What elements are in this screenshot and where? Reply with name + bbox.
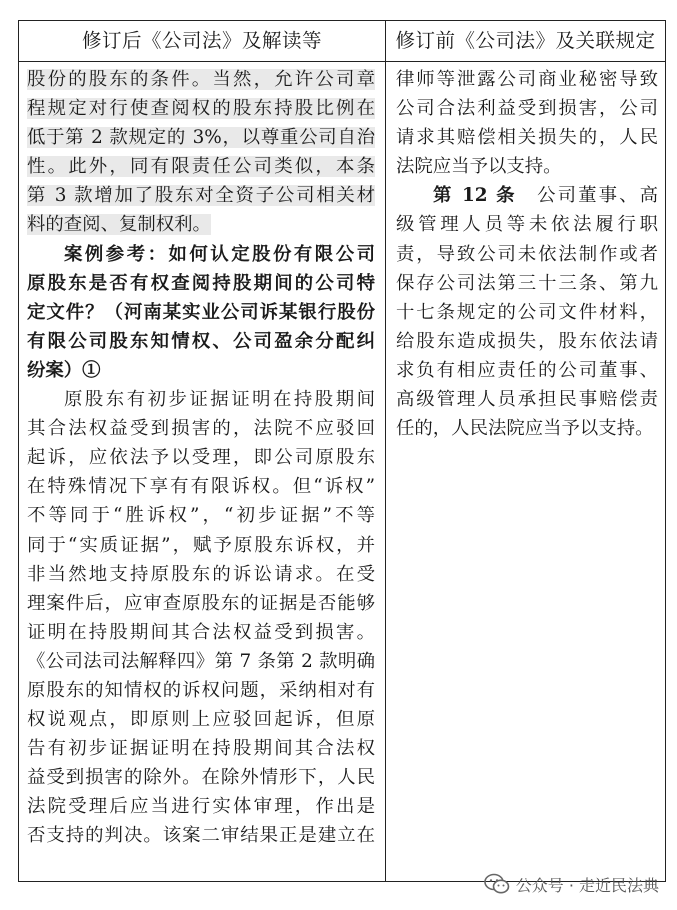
left-line — [27, 734, 375, 763]
highlighted-text: 料的查阅、复制权利。 — [27, 214, 211, 236]
text-run: 责，导致公司未依法制作或者 — [396, 243, 658, 265]
text-run: 任的，人民法院应当予以支持。 — [396, 418, 654, 440]
right-line — [396, 385, 658, 414]
left-line — [27, 472, 375, 501]
left-column-text — [27, 65, 375, 851]
left-line — [27, 123, 375, 152]
right-line — [396, 298, 658, 327]
text-run: 法院受理后应当进行实体审理，作出是 — [27, 796, 375, 818]
right-line — [396, 414, 658, 443]
text-run: 十七条规定的公司文件材料， — [396, 301, 658, 323]
text-run: 定文件？（河南某实业公司诉某银行股份 — [27, 301, 375, 323]
left-line — [27, 560, 375, 589]
left-line — [27, 356, 375, 385]
right-line — [396, 269, 658, 298]
text-run: 级管理人员等未依法履行职 — [396, 214, 658, 236]
left-line — [27, 501, 375, 530]
text-run: 给股东造成损失，股东依法请 — [396, 330, 658, 352]
left-line — [27, 181, 375, 210]
left-line — [27, 152, 375, 181]
text-run: 保存公司法第三十三条、第九 — [396, 272, 658, 294]
left-line — [27, 443, 375, 472]
right-column-text — [396, 65, 658, 443]
text-run: 请求其赔偿相关损失的，人民 — [396, 127, 658, 149]
left-line — [27, 269, 375, 298]
left-line — [27, 298, 375, 327]
right-line — [396, 210, 658, 239]
left-line — [27, 531, 375, 560]
highlighted-text: 低于第 2 款规定的 3%，以尊重公司自治 — [27, 127, 375, 149]
text-run: 有限公司股东知情权、公司盈余分配纠 — [27, 330, 375, 352]
text-run: 《公司法司法解释四》第 7 条第 2 款明确 — [27, 650, 375, 672]
text-run: 权说观点，即原则上应驳回起诉，但原 — [27, 709, 375, 731]
left-line — [27, 589, 375, 618]
text-run: 否支持的判决。该案二审结果正是建立在 — [27, 825, 375, 847]
left-line — [27, 792, 375, 821]
right-line — [396, 181, 658, 210]
left-line — [27, 763, 375, 792]
comparison-table — [18, 20, 666, 882]
left-line — [27, 210, 375, 239]
text-run: 原股东的知情权的诉权问题，采纳相对有 — [27, 679, 375, 701]
article-text: 公司董事、高 — [516, 185, 658, 207]
text-run: 法院应当予以支持。 — [396, 156, 562, 178]
highlighted-text: 股份的股东的条件。当然，允许公司章 — [27, 69, 375, 90]
right-line — [396, 327, 658, 356]
header-left: 修订后《公司法》及解读等 — [81, 29, 322, 52]
text-run: 案例参考：如何认定股份有限公司 — [64, 243, 375, 265]
right-line — [396, 123, 658, 152]
column-divider — [385, 21, 386, 881]
text-run: 求负有相应责任的公司董事、 — [396, 359, 658, 381]
text-run: 益受到损害的除外。在除外情形下，人民 — [27, 767, 375, 789]
header-divider — [19, 61, 665, 62]
text-run: 不等同于“胜诉权”，“初步证据”不等 — [27, 505, 375, 527]
text-run: 原股东是否有权查阅持股期间的公司特 — [27, 272, 375, 294]
right-line — [396, 94, 658, 123]
highlighted-text: 性。此外，同有限责任公司类似，本条 — [27, 156, 375, 178]
left-line — [27, 327, 375, 356]
right-line — [396, 65, 658, 94]
text-run: 公司合法利益受到损害，公司 — [396, 98, 658, 120]
wechat-icon — [484, 873, 510, 895]
left-line — [27, 705, 375, 734]
left-line — [27, 618, 375, 647]
text-run: 纷案）① — [27, 359, 101, 381]
left-line — [27, 414, 375, 443]
header-right: 修订前《公司法》及关联规定 — [395, 29, 656, 52]
text-run: 在特殊情况下享有有限诉权。但“诉权” — [27, 476, 375, 498]
article-number: 第 12 条 — [433, 185, 517, 207]
left-line — [27, 821, 375, 850]
highlighted-text: 第 3 款增加了股东对全资子公司相关材 — [27, 185, 375, 207]
left-line — [27, 240, 375, 269]
left-line — [27, 676, 375, 705]
watermark — [484, 870, 659, 898]
text-run: 同于“实质证据”，赋予原股东诉权，并 — [27, 534, 375, 556]
watermark-text: 公众号 · 走近民法典 — [515, 875, 659, 895]
right-line — [396, 240, 658, 269]
text-run: 原股东有初步证据证明在持股期间 — [64, 389, 375, 411]
text-run: 其合法权益受到损害的，法院不应驳回 — [27, 418, 375, 440]
text-run: 告有初步证据证明在持股期间其合法权 — [27, 738, 375, 760]
text-run: 起诉，应依法予以受理，即公司原股东 — [27, 447, 375, 469]
text-run: 律师等泄露公司商业秘密导致 — [396, 69, 658, 90]
highlighted-text: 程规定对行使查阅权的股东持股比例在 — [27, 98, 375, 120]
left-line — [27, 385, 375, 414]
text-run: 理案件后，应审查原股东的证据是否能够 — [27, 592, 375, 614]
left-line — [27, 647, 375, 676]
right-line — [396, 356, 658, 385]
text-run: 证明在持股期间其合法权益受到损害。 — [27, 621, 375, 643]
left-line — [27, 65, 375, 94]
text-run: 非当然地支持原股东的诉讼请求。在受 — [27, 563, 375, 585]
left-line — [27, 94, 375, 123]
text-run: 高级管理人员承担民事赔偿责 — [396, 389, 658, 411]
right-line — [396, 152, 658, 181]
